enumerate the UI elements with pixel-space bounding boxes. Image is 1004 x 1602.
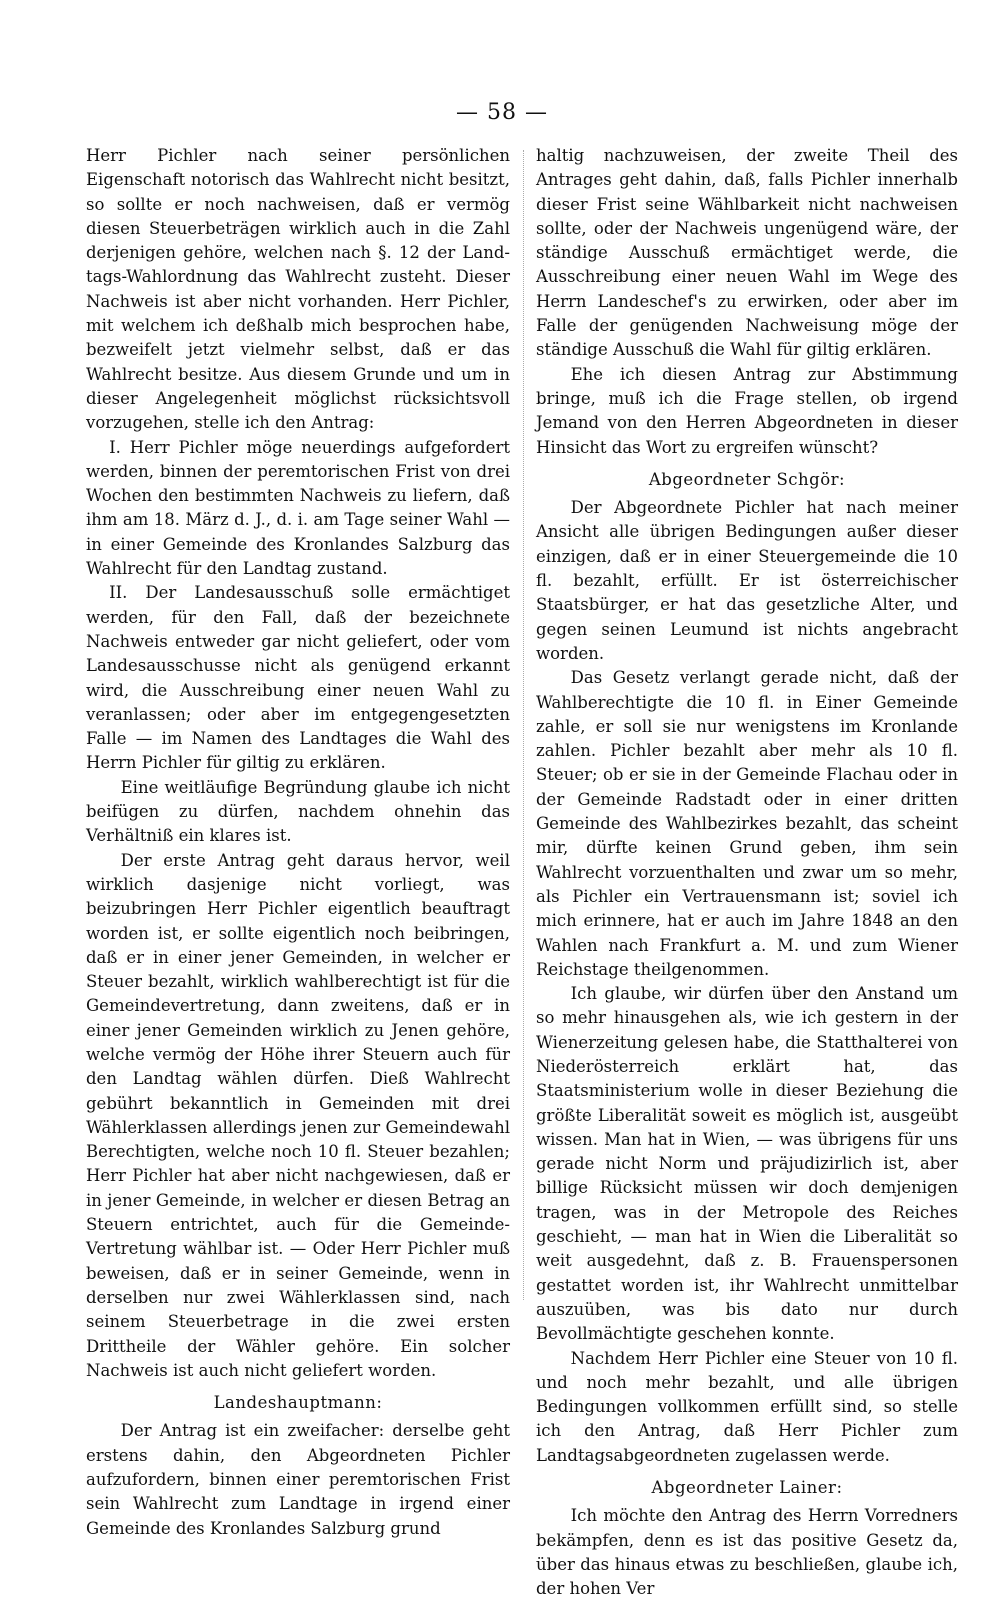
paragraph: Nachdem Herr Pichler eine Steuer von 10 fl. und noch mehr bezahlt, und alle übrigen Bedingungen vollkommen erfüllt sind, so stelle ich den Antrag, daß Herr Pichler zum Landtagsabgeordneten zugelassen werde. xyxy=(536,1348,958,1465)
paragraph: Der erste Antrag geht daraus hervor, weil wirklich dasjenige nicht vorliegt, was beizubringen Herr Pichler eigentlich beauftragt worden ist, er sollte eigentlich noch beibringen, daß er in einer jener Gemeinden, in welcher er Steuer bezahlt, wirklich wahlberechtigt ist für die Gemeindevertretung, dann zweitens, daß er in einer jener Gemeinden wirklich zu Jenen gehöre, welche vermög der Höhe ihrer Steuern auch für den Landtag wählen dürfen. Dieß Wahlrecht gebührt bekanntlich in Gemeinden mit drei Wählerklassen allerdings jenen zur Gemeindewahl Berechtigten, welche noch 10 fl. Steuer bezahlen; Herr Pichler hat aber nicht nachgewiesen, daß er in jener Gemeinde, in welcher er diesen Betrag an Steuern entrichtet, auch für die Gemeinde-Vertretung wählbar ist. — Oder Herr Pichler muß beweisen, daß er in seiner Gemeinde, wenn in derselben nur zwei Wählerklassen sind, nach seinem Steuerbetrage in die zwei ersten Drittheile der Wähler gehöre. Ein solcher Nachweis ist auch nicht geliefert worden. xyxy=(86,850,510,1380)
motion-item-1: I. Herr Pichler möge neuerdings aufgefordert werden, binnen der peremtorischen Frist von drei Wochen den bestimmten Nachweis zu liefern, daß ihm am 18. März d. J., d. i. am Tage seiner Wahl — in einer Gemeinde des Kronlandes Salzburg das Wahlrecht für den Landtag zustand. xyxy=(86,437,510,579)
paragraph: Der Abgeordnete Pichler hat nach meiner Ansicht alle übrigen Bedingungen außer dieser einzigen, daß er in einer Steuergemeinde die 10 fl. bezahlt, erfüllt. Er ist österreichischer Staatsbürger, er hat das gesetzliche Alter, und gegen seinen Leumund ist nichts angebracht worden. xyxy=(536,498,958,663)
paragraph: Herr Pichler nach seiner persönlichen Eigenschaft notorisch das Wahlrecht nicht besitzt, so sollte er noch nachweisen, daß er vermög diesen Steuerbeträgen wirklich auch in die Zahl derjenigen gehöre, welchen nach §. 12 der Landtags-Wahlordnung das Wahlrecht zusteht. Dieser Nachweis ist aber nicht vorhanden. Herr Pichler, mit welchem ich deßhalb mich besprochen habe, bezweifelt jetzt vielmehr selbst, daß er das Wahlrecht besitze. Aus diesem Grunde und um in dieser Angelegenheit möglichst rücksichtsvoll vorzugehen, stelle ich den Antrag: xyxy=(86,146,510,433)
paragraph: Ich möchte den Antrag des Herrn Vorredners bekämpfen, denn es ist das positive Gesetz da, über das hinaus etwas zu beschließen, glaube ich, der hohen Ver xyxy=(536,1506,958,1599)
paragraph: Ich glaube, wir dürfen über den Anstand um so mehr hinausgehen als, wie ich gestern in der Wienerzeitung gelesen habe, die Statthalterei von Niederösterreich erklärt hat, das Staatsministerium wolle in dieser Beziehung die größte Liberalität soweit es möglich ist, ausgeübt wissen. Man hat in Wien, — was übrigens für uns gerade nicht Norm und präjudizirlich ist, aber billige Rücksicht müssen wir doch demjenigen tragen, was in der Metropole des Reiches geschieht, — man hat in Wien die Liberalität so weit ausgedehnt, daß z. B. Frauenspersonen gestattet worden ist, ihr Wahlrecht unmittelbar auszuüben, was bis dato nur durch Bevollmächtigte geschehen konnte. xyxy=(536,984,958,1344)
speaker-heading: Abgeordneter Lainer: xyxy=(651,1478,843,1498)
paragraph: Ehe ich diesen Antrag zur Abstimmung bringe, muß ich die Frage stellen, ob irgend Jemand von den Herren Abgeordneten in dieser Hinsicht das Wort zu ergreifen wünscht? xyxy=(536,364,958,457)
column-divider xyxy=(523,150,524,1300)
left-column xyxy=(86,144,510,1541)
paragraph: Das Gesetz verlangt gerade nicht, daß der Wahlberechtigte die 10 fl. in Einer Gemeinde zahle, er soll sie nur wenigstens im Kronlande zahlen. Pichler bezahlt aber mehr als 10 fl. Steuer; ob er sie in der Gemeinde Flachau oder in der Gemeinde Radstadt oder in einer dritten Gemeinde des Wahlbezirkes bezahlt, das scheint mir, dürfte keinen Grund geben, ihm sein Wahlrecht vorzuenthalten und zwar um so mehr, als Pichler ein Vertrauensmann ist; soviel ich mich erinnere, hat er auch im Jahre 1848 an den Wahlen nach Frankfurt a. M. und zum Wiener Reichstage theilgenommen. xyxy=(536,668,958,979)
paragraph: Eine weitläufige Begründung glaube ich nicht beifügen zu dürfen, nachdem ohnehin das Verhältniß ein klares ist. xyxy=(86,777,510,846)
motion-item-2: II. Der Landesausschuß solle ermächtiget werden, für den Fall, daß der bezeichnete Nachweis entweder gar nicht geliefert, oder vom Landesausschusse nicht als genügend erkannt wird, die Ausschreibung einer neuen Wahl zu veranlassen; oder aber im entgegengesetzten Falle — im Namen des Landtages die Wahl des Herrn Pichler für giltig zu erklären. xyxy=(86,583,510,773)
page-number: — 58 — xyxy=(456,100,548,125)
speaker-heading: Abgeordneter Schgör: xyxy=(648,469,846,489)
paragraph: Der Antrag ist ein zweifacher: derselbe geht erstens dahin, den Abgeordneten Pichler aufzufordern, binnen einer peremtorischen Frist sein Wahlrecht zum Landtage in irgend einer Gemeinde des Kronlandes Salzburg grund xyxy=(86,1421,510,1538)
right-column xyxy=(536,144,958,1602)
paragraph: haltig nachzuweisen, der zweite Theil des Antrages geht dahin, daß, falls Pichler innerhalb dieser Frist seine Wählbarkeit nicht nachweisen sollte, oder der Nachweis ungenügend wäre, der ständige Ausschuß ermächtiget werde, die Ausschreibung einer neuen Wahl im Wege des Herrn Landeschef's zu erwirken, oder aber im Falle der genügenden Nachweisung möge der ständige Ausschuß die Wahl für giltig erklären. xyxy=(536,146,958,360)
speaker-heading: Landeshauptmann: xyxy=(213,1393,383,1413)
